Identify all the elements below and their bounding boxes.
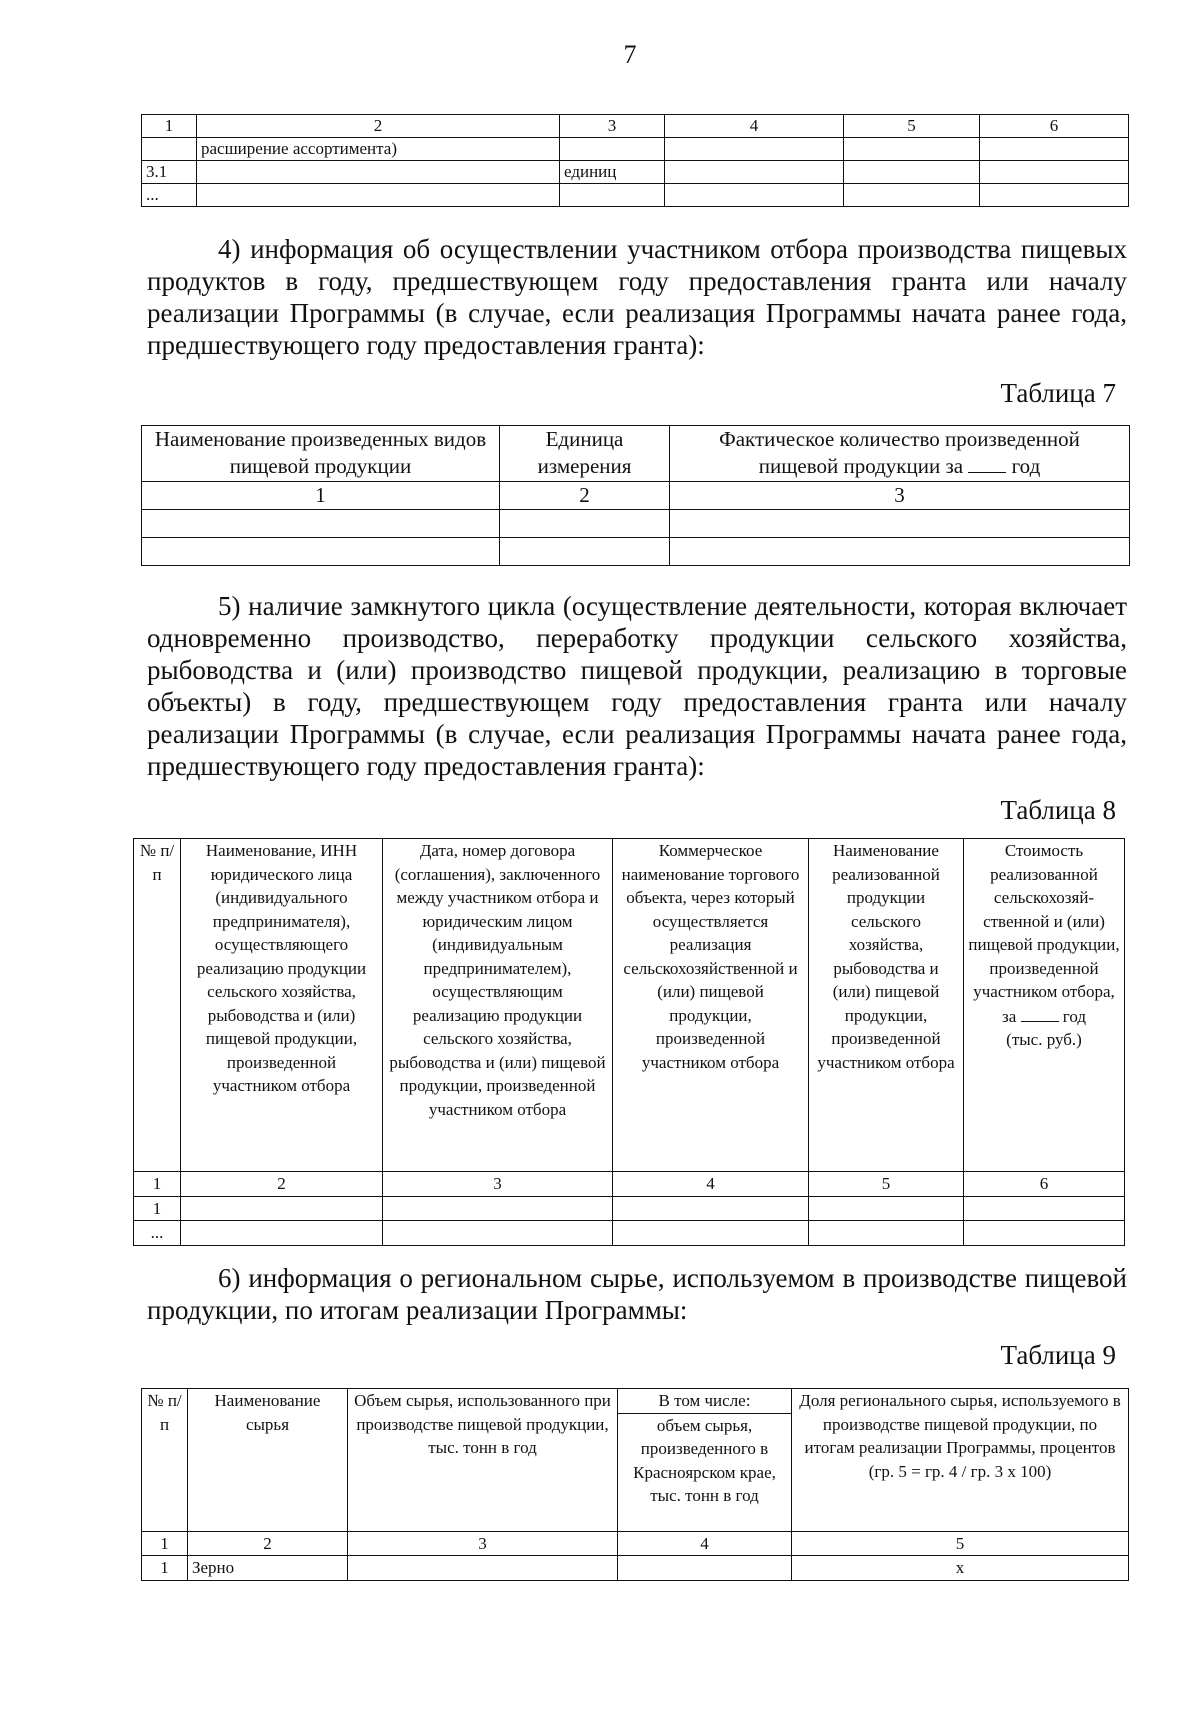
table-header-cell: объем сырья, произведенного в Красноярском крае, тыс. тонн в год (618, 1413, 792, 1531)
table-cell: 5 (792, 1531, 1129, 1556)
table-header-cell: Наименование произведенных видов пищевой продукции (142, 426, 500, 482)
table-header-cell: Коммерческое наименование торгового объекта, через который осуществляется реализация сельскохозяйственной и (или) пищевой продукции, произведенной участником отбора (613, 839, 809, 1172)
table-header-cell (670, 426, 1130, 482)
table-7 (141, 425, 1130, 566)
table-header-row (142, 426, 1130, 482)
table-header-cell: № п/п (142, 1389, 188, 1532)
header-text: Фактическое количество произведенной (719, 427, 1080, 451)
table-header-row (142, 1389, 1129, 1414)
table-header-cell: Доля регионального сырья, используемого в производстве пищевой продукции, по итогам реализации Программы, процентов (гр. 5 = гр. 4 / гр. 3 x 100) (792, 1389, 1129, 1532)
table-header-cell (964, 839, 1125, 1172)
table-8-caption: Таблица 8 (1000, 795, 1116, 825)
table-cell: 1 (134, 1196, 181, 1221)
table-cell (348, 1556, 618, 1581)
paragraph-4: 4) информация об осуществлении участником отбора производства пищевых продуктов в году, предшествующем году предоставления гранта или началу реализации Программы (в случае, если реализация Программы начата ранее года, предшествующего году предоставления гранта): (147, 234, 1127, 360)
table-header-cell: Наименование реализованной продукции сельского хозяйства, рыбоводства и (или) пищевой продукции, произведенной участником отбора (809, 839, 964, 1172)
table-cell (383, 1196, 613, 1221)
table-cell (844, 161, 980, 184)
table-cell (844, 184, 980, 207)
table-cell (613, 1196, 809, 1221)
table-cell (383, 1221, 613, 1246)
table-cell: 2 (500, 482, 670, 510)
table-header-cell: 1 (142, 115, 197, 138)
table-header-cell: 3 (560, 115, 665, 138)
table-header-row (134, 839, 1125, 1172)
table-cell (197, 184, 560, 207)
table-cell: 1 (142, 482, 500, 510)
table-header-cell: Наименование, ИНН юридического лица (индивидуального предпринимателя), осуществляющего реализацию продукции сельского хозяйства, рыбоводства и (или) пищевой продукции, произведенной участником отбора (181, 839, 383, 1172)
table-9-caption: Таблица 9 (1000, 1340, 1116, 1370)
table-cell: ... (134, 1221, 181, 1246)
table-cell (142, 138, 197, 161)
paragraph-5: 5) наличие замкнутого цикла (осуществление деятельности, которая включает одновременно производство, переработку продукции сельского хозяйства, рыбоводства и (или) производство пищевой продукции, реализацию в торговые объекты) в году, предшествующем году предоставления гранта или началу реализации Программы (в случае, если реализация Программы начата ранее года, предшествующего году предоставления гранта): (147, 591, 1127, 781)
table-cell: 6 (964, 1172, 1125, 1197)
table-cell: единиц (560, 161, 665, 184)
table-row (134, 1196, 1125, 1221)
table-row (134, 1221, 1125, 1246)
table-header-cell: Единица измерения (500, 426, 670, 482)
table-cell: 1 (142, 1556, 188, 1581)
table-cell: 3.1 (142, 161, 197, 184)
table-cell: 4 (613, 1172, 809, 1197)
table-cell: 5 (809, 1172, 964, 1197)
table-header-cell: 4 (665, 115, 844, 138)
table-cell (980, 184, 1129, 207)
table-cell: 3 (348, 1531, 618, 1556)
page-number: 7 (623, 40, 637, 69)
table-cell (665, 161, 844, 184)
table-cell: ... (142, 184, 197, 207)
table-row (142, 138, 1129, 161)
table-number-row (142, 482, 1130, 510)
table-header-cell: 5 (844, 115, 980, 138)
table-8 (133, 838, 1125, 1246)
table-cell (613, 1221, 809, 1246)
table-cell (560, 184, 665, 207)
table-cell (980, 138, 1129, 161)
paragraph-6: 6) информация о региональном сырье, используемом в производстве пищевой продукции, по итогам реализации Программы: (147, 1263, 1127, 1325)
table-cell (560, 138, 665, 161)
table-cell (809, 1221, 964, 1246)
table-cell (181, 1196, 383, 1221)
table-row (142, 538, 1130, 566)
table-header-row (142, 115, 1129, 138)
header-text: за (1002, 1006, 1017, 1026)
table-header-cell: Объем сырья, использованного при производстве пищевой продукции, тыс. тонн в год (348, 1389, 618, 1532)
table-header-cell: Дата, номер договора (соглашения), заключенного между участником отбора и юридическим лицом (индивидуальным предпринимателем), осуществляющим реализацию продукции сельского хозяйства, рыбоводства и (или) пищевой продукции, произведенной участником отбора (383, 839, 613, 1172)
table-cell (844, 138, 980, 161)
table-cell (618, 1556, 792, 1581)
table-cell: x (792, 1556, 1129, 1581)
table-cell: Зерно (188, 1556, 348, 1581)
header-text: год (1062, 1006, 1086, 1026)
table-cell (980, 161, 1129, 184)
table-9 (141, 1388, 1129, 1581)
table-row (142, 184, 1129, 207)
table-7-caption: Таблица 7 (1000, 378, 1116, 408)
table-number-row (142, 1531, 1129, 1556)
table-cell: 3 (383, 1172, 613, 1197)
table-cell (809, 1196, 964, 1221)
table-cell (665, 184, 844, 207)
table-row (142, 1556, 1129, 1581)
table-number-row (134, 1172, 1125, 1197)
header-text: Стоимость реализованной сельскохозяй-ственной и (или) пищевой продукции, произведенной участником отбора, (968, 841, 1120, 1001)
table-cell: 2 (188, 1531, 348, 1556)
table-header-cell: В том числе: (618, 1389, 792, 1414)
blank-line (1021, 1004, 1059, 1022)
header-text: пищевой продукции за (758, 454, 964, 478)
table-cell: 2 (181, 1172, 383, 1197)
table-cell: 1 (142, 1531, 188, 1556)
table-header-cell: 6 (980, 115, 1129, 138)
header-text: год (1011, 454, 1041, 478)
table-cell: расширение ассортимента) (197, 138, 560, 161)
table-header-cell: № п/п (134, 839, 181, 1172)
header-text: (тыс. руб.) (1006, 1030, 1082, 1049)
table-cell: 3 (670, 482, 1130, 510)
table-row (142, 161, 1129, 184)
table-header-cell: 2 (197, 115, 560, 138)
table-row (142, 510, 1130, 538)
table-cell (964, 1196, 1125, 1221)
table-continuation (141, 114, 1129, 207)
table-cell: 4 (618, 1531, 792, 1556)
table-cell (181, 1221, 383, 1246)
table-header-cell: Наименование сырья (188, 1389, 348, 1532)
table-cell (197, 161, 560, 184)
table-cell (665, 138, 844, 161)
table-cell (964, 1221, 1125, 1246)
blank-line (968, 455, 1006, 473)
table-cell: 1 (134, 1172, 181, 1197)
